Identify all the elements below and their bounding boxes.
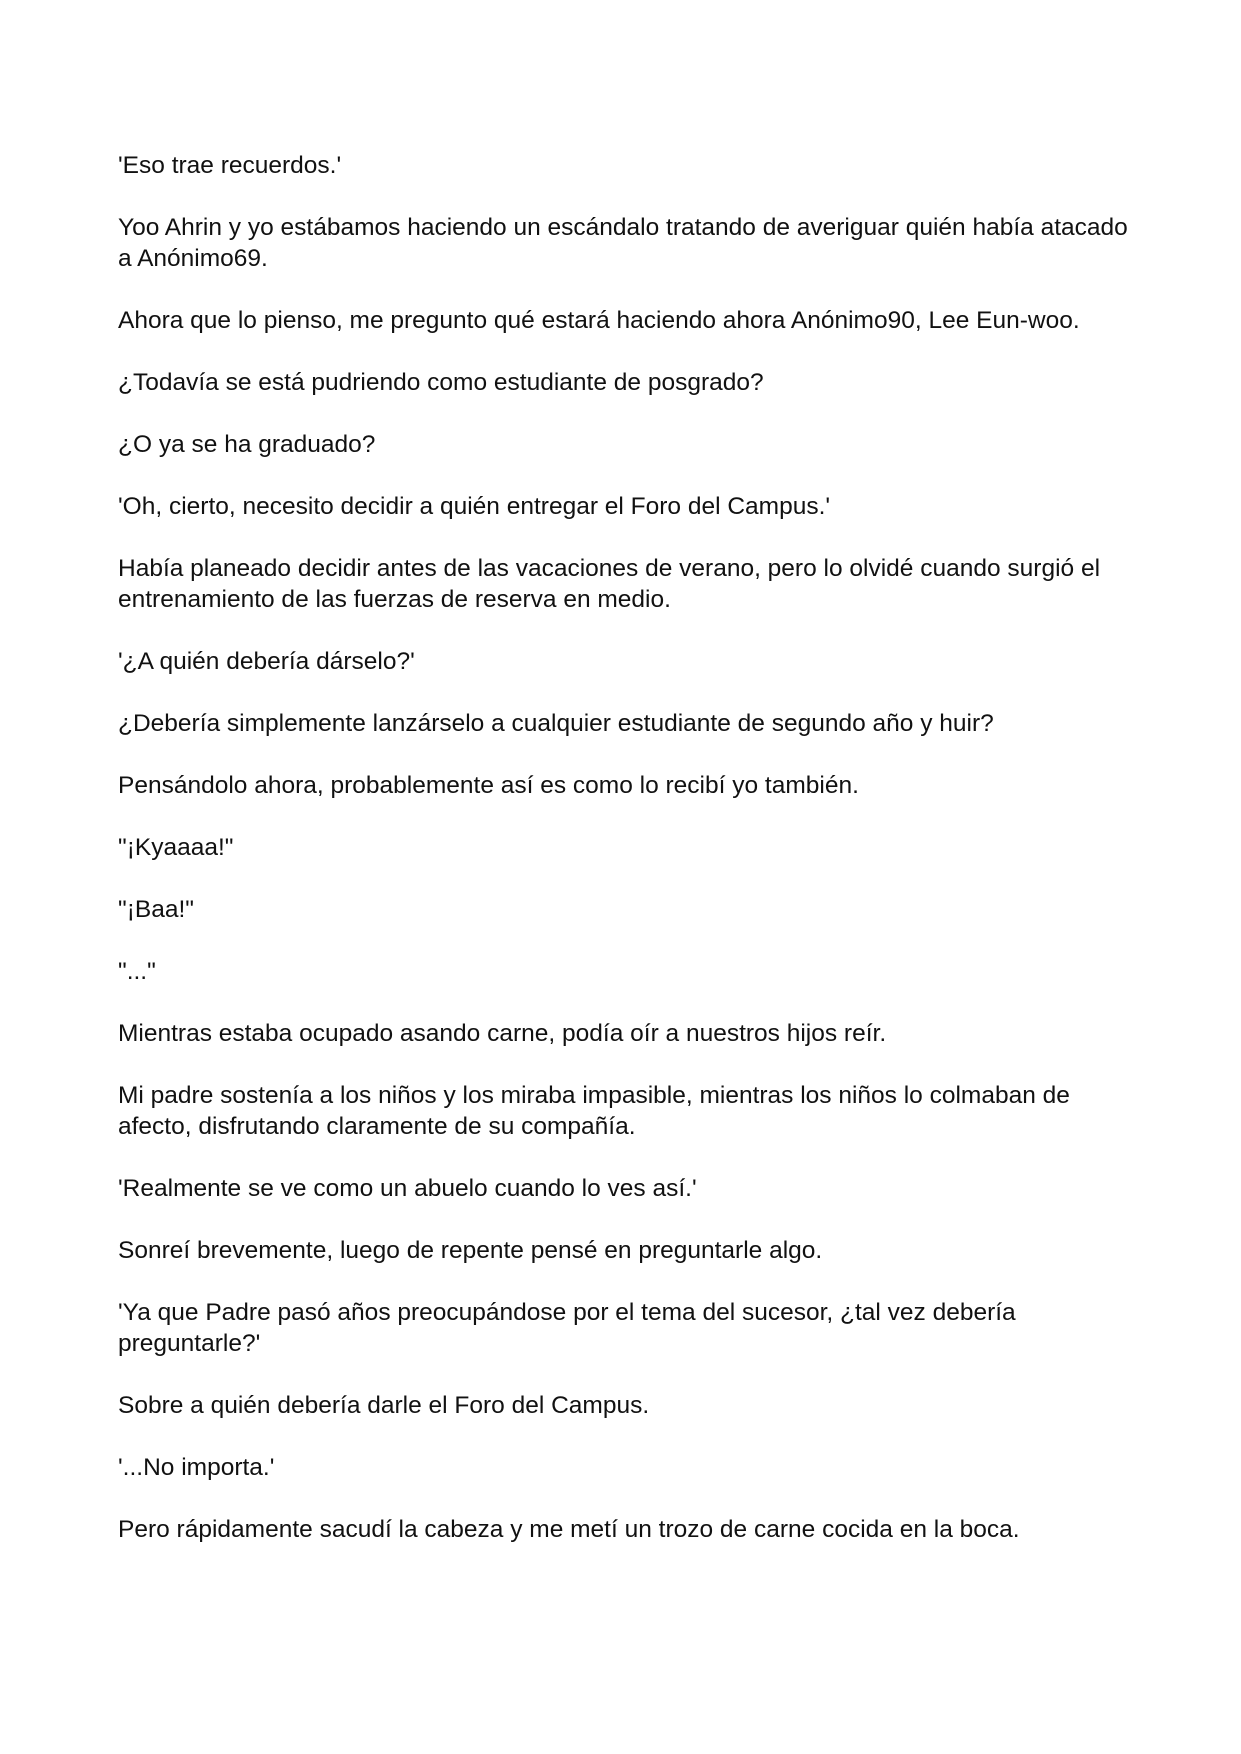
paragraph: Pensándolo ahora, probablemente así es como lo recibí yo también. — [118, 772, 859, 799]
paragraph: 'Oh, cierto, necesito decidir a quién entregar el Foro del Campus.' — [118, 493, 831, 520]
document-body — [118, 150, 1128, 1576]
paragraph: 'Ya que Padre pasó años preocupándose por el tema del sucesor, ¿tal vez debería preguntarle?' — [118, 1299, 1016, 1357]
paragraph: Yoo Ahrin y yo estábamos haciendo un escándalo tratando de averiguar quién había atacado a Anónimo69. — [118, 214, 1128, 272]
paragraph: Había planeado decidir antes de las vacaciones de verano, pero lo olvidé cuando surgió el entrenamiento de las fuerzas de reserva en medio. — [118, 555, 1101, 613]
paragraph: '¿A quién debería dárselo?' — [118, 648, 415, 675]
paragraph: 'Realmente se ve como un abuelo cuando lo ves así.' — [118, 1175, 697, 1202]
paragraph: Sonreí brevemente, luego de repente pensé en preguntarle algo. — [118, 1237, 823, 1264]
paragraph: Mi padre sostenía a los niños y los miraba impasible, mientras los niños lo colmaban de afecto, disfrutando claramente de su compañía. — [118, 1082, 1070, 1140]
paragraph: Ahora que lo pienso, me pregunto qué estará haciendo ahora Anónimo90, Lee Eun-woo. — [118, 307, 1080, 334]
paragraph: "¡Baa!" — [118, 896, 194, 923]
paragraph: Mientras estaba ocupado asando carne, podía oír a nuestros hijos reír. — [118, 1020, 887, 1047]
paragraph: '...No importa.' — [118, 1454, 275, 1481]
paragraph: Sobre a quién debería darle el Foro del Campus. — [118, 1392, 650, 1419]
paragraph: ¿O ya se ha graduado? — [118, 431, 376, 458]
paragraph: 'Eso trae recuerdos.' — [118, 152, 342, 179]
paragraph: Pero rápidamente sacudí la cabeza y me metí un trozo de carne cocida en la boca. — [118, 1516, 1020, 1543]
paragraph: "¡Kyaaaa!" — [118, 834, 234, 861]
paragraph: "..." — [118, 958, 156, 985]
paragraph: ¿Debería simplemente lanzárselo a cualquier estudiante de segundo año y huir? — [118, 710, 994, 737]
paragraph: ¿Todavía se está pudriendo como estudiante de posgrado? — [118, 369, 764, 396]
